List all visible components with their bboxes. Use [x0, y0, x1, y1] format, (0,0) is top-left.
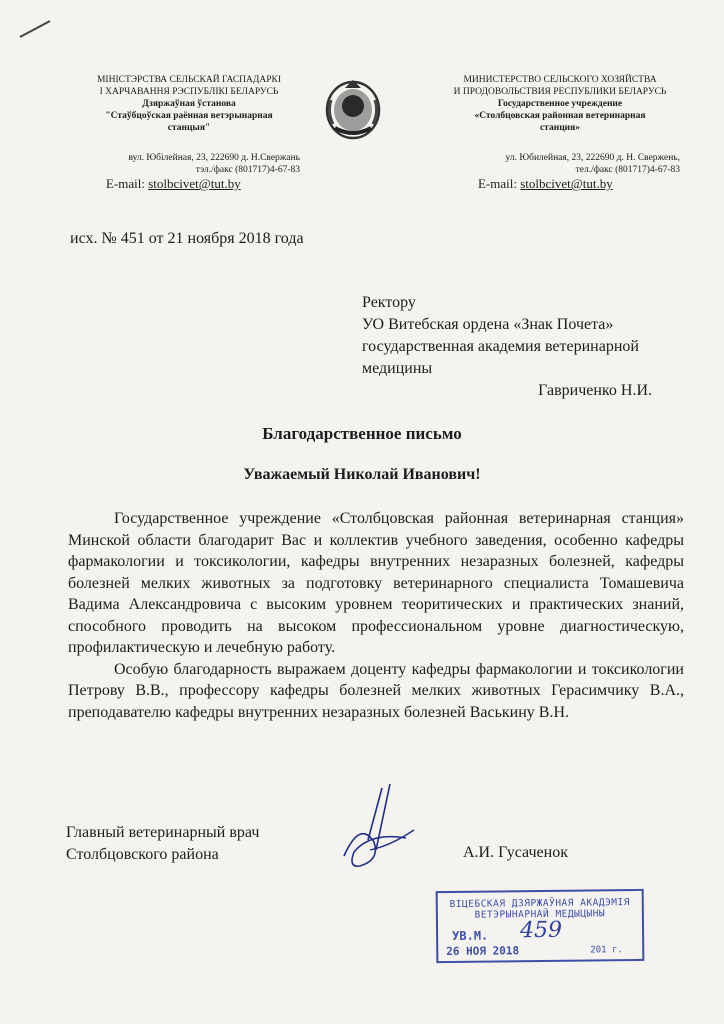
letter-title: Благодарственное письмо: [262, 424, 462, 443]
state-emblem-icon: [323, 76, 383, 142]
stamp-number: 459: [519, 917, 563, 944]
header-left-address: вул. Юбілейная, 23, 222690 д. Н.Свержань: [128, 153, 300, 163]
header-russian: [440, 74, 680, 192]
addressee-name: Гавриченко Н.И.: [538, 382, 652, 399]
header-right-address: ул. Юбилейная, 23, 222690 д. Н. Свержень,: [505, 153, 680, 163]
header-right-phone: тел./факс (801717)4-67-83: [575, 165, 680, 175]
addressee-line1: Ректору: [362, 294, 416, 311]
stamp-year-suffix: 201 г.: [590, 945, 623, 956]
header-right-line4: «Столбцовская районная ветеринарная: [474, 111, 646, 121]
header-left-line2: І ХАРЧАВАННЯ РЭСПУБЛІКІ БЕЛАРУСЬ: [99, 87, 279, 97]
addressee-line2: УО Витебская ордена «Знак Почета»: [362, 316, 614, 333]
header-left-line3: Дзяржаўная ўстанова: [142, 99, 236, 109]
header-left-line1: МІНІСТЭРСТВА СЕЛЬСКАЙ ГАСПАДАРКІ: [96, 75, 282, 85]
email-label: E-mail:: [106, 176, 149, 191]
registration-stamp: [436, 889, 645, 963]
email-link[interactable]: stolbcivet@tut.by: [148, 176, 241, 191]
signatory-role-line1: Главный ветеринарный врач: [66, 824, 260, 841]
header-belarusian: [78, 74, 300, 192]
pen-mark: [20, 20, 51, 38]
stamp-line2: ВЕТЭРЫНАРНАЙ МЕДЫЦЫНЫ: [474, 908, 606, 921]
header-right-line3: Государственное учреждение: [497, 99, 623, 109]
addressee-block: [362, 292, 692, 402]
signatory-role-line2: Столбцовского района: [66, 846, 219, 863]
addressee-line4: медицины: [362, 360, 433, 377]
signatory-name: А.И. Гусаченок: [463, 844, 568, 861]
greeting: Уважаемый Николай Иванович!: [243, 466, 481, 483]
body-paragraph-1: Государственное учреждение «Столбцовская районная ветеринарная станция» Минской области благодарит Вас и коллектив учебного заведения, особенно кафедры фармакологии и токсикологии, кафедры внутренних незаразных болезней, кафедры болезней мелких животных за подготовку ветеринарного специалиста Томашевича Вадима Александровича с высоким уровнем теоритических и практических знаний, способного проводить на высоком профессиональном уровне диагностическую, профилактическую и лечебную работу.: [68, 510, 684, 656]
header-left-email: [78, 176, 300, 192]
letter-body: [68, 508, 684, 723]
header-left-line5: станцыя": [167, 123, 211, 133]
email-link[interactable]: stolbcivet@tut.by: [520, 176, 613, 191]
header-left-line4: "Стаўбцоўская раённая ветэрынарная: [105, 111, 273, 121]
handwritten-signature: [330, 780, 420, 875]
header-left-phone: тэл./факс (801717)4-67-83: [195, 165, 300, 175]
email-label: E-mail:: [478, 176, 521, 191]
header-right-email: [440, 176, 680, 192]
body-paragraph-2: Особую благодарность выражаем доценту кафедры фармакологии и токсикологии Петрову В.В., профессору кафедры болезней мелких животных Герасимчику В.А., преподавателю кафедры внутренних незаразных болезней Васькину В.Н.: [68, 660, 684, 721]
outgoing-number: исх. № 451 от 21 ноября 2018 года: [70, 230, 304, 247]
header-right-line5: станция»: [539, 123, 581, 133]
signatory-role: [66, 822, 259, 866]
stamp-line1: ВІЦЕБСКАЯ ДЗЯРЖАЎНАЯ АКАДЭМІЯ: [449, 897, 631, 910]
stamp-date: 26 НОЯ 2018: [446, 944, 520, 958]
addressee-line3: государственная академия ветеринарной: [362, 338, 639, 355]
stamp-prefix: УВ.М.: [452, 928, 489, 943]
header-right-line1: МИНИСТЕРСТВО СЕЛЬСКОГО ХОЗЯЙСТВА: [463, 75, 657, 85]
header-right-line2: И ПРОДОВОЛЬСТВИЯ РЕСПУБЛИКИ БЕЛАРУСЬ: [453, 87, 667, 97]
